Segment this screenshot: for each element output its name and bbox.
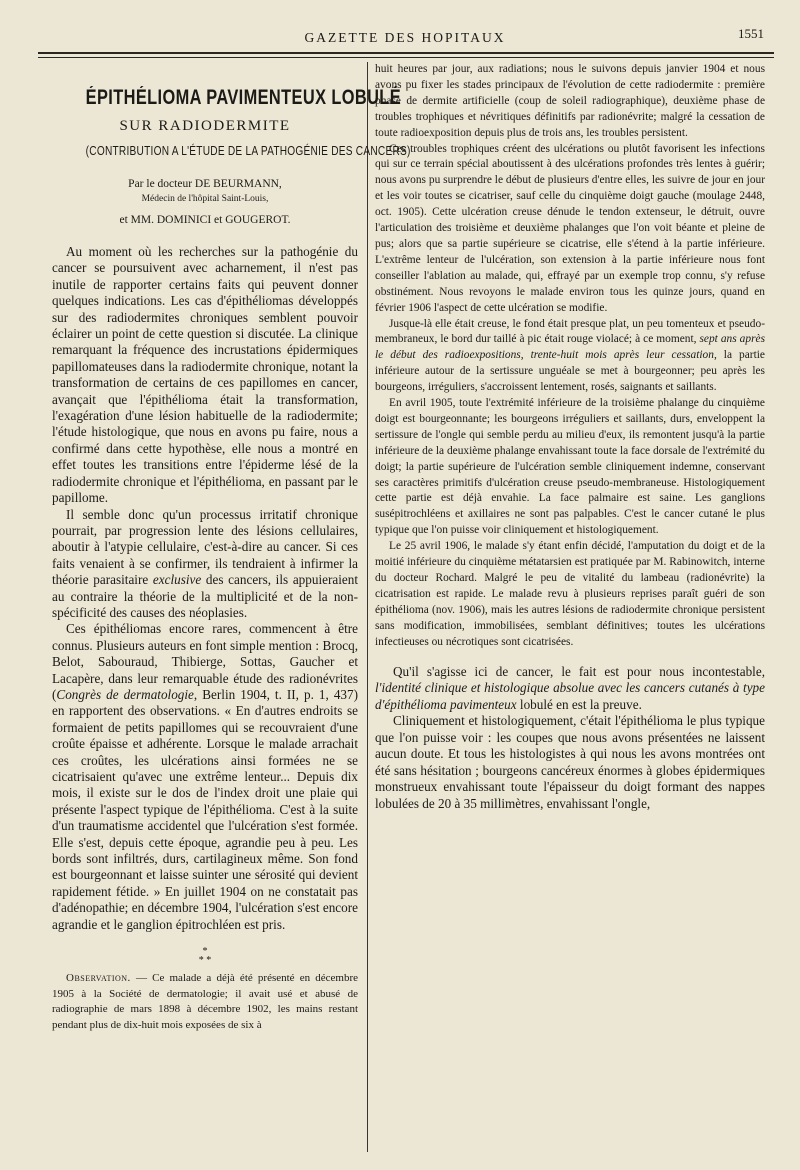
right-lower-body	[375, 664, 765, 813]
paragraph: Qu'il s'agisse ici de cancer, le fait est pour nous incontestable, l'identité clinique et histologique absolue avec les cancers cutanés à type d'épithélioma pavimenteux lobulé en est la preuve.	[375, 663, 765, 712]
page-number: 1551	[738, 26, 764, 41]
paragraph: Observation. — Ce malade a déjà été présenté en décembre 1905 à la Société de dermatologie; il avait usé et abusé de radiographie de mars 1898 à décembre 1902, les mains restant pendant plus de dix-huit mois exposées de six à	[52, 972, 358, 1031]
paragraph: Il semble donc qu'un processus irritatif chronique pourrait, par progression lente des lésions cellulaires, aboutir à l'atypie cellulaire, c'est-à-dire au cancer. Si ces faits venaient à se confirmer, ils tendraient à infirmer la théorie parasitaire exclusive des cancers, ils appuieraient au contraire la théorie de la multiplicité et de la non-spécificité des causes des néoplasies.	[52, 506, 359, 620]
emphasis: sept ans après le début des radioexpositions, trente-huit mois après leur cessation	[375, 333, 765, 362]
emphasis: Congrès de dermatologie	[56, 686, 194, 702]
coauthors-line: et MM. DOMINICI et GOUGEROT.	[119, 214, 291, 226]
header-rule	[38, 52, 774, 54]
running-title: GAZETTE DES HOPITAUX	[304, 30, 506, 45]
article-title: ÉPITHÉLIOMA PAVIMENTEUX LOBULÉ	[85, 86, 402, 109]
paragraph: Jusque-là elle était creuse, le fond était presque plat, un peu tomenteux et pseudo-membraneux, le bord dur taillé à pic était rouge violacé; à ce moment, sept ans après le début des radioexpositions, trente-huit mois après leur cessation, la partie inférieure autour de la sertissure unguéale se met à bourgeonner; peu après les bourgeons, irréguliers, s'accroissent lentement, rosés, saignants et saillants.	[375, 317, 765, 394]
column-divider	[367, 62, 368, 1152]
emphasis: l'identité clinique et histologique absolue avec les cancers cutanés à type d'épithélioma pavimenteux	[375, 680, 765, 712]
paragraph: En avril 1905, toute l'extrémité inférieure de la troisième phalange du cinquième doigt est bourgeonnante; les bourgeons irréguliers et saillants, durs, enveloppent la sertissure de l'ongle qui semble perdu au milieu d'eux, ils remontent jusqu'à la partie inférieure de la deuxième phalange envahissant toute la face dorsale de l'extrémité du doigt; la partie supérieure de l'ulcération semble cliniquement indemne, conservant ses caractères primitifs d'ulcération creuse pseudo-membraneuse. Histologiquement cette partie est déjà envahie. La face palmaire est saine. Les ganglions susépitrochléens et axillaires ne sont pas palpables. C'est le cancer cutané le plus typique que l'on puisse voir cliniquement et histologiquement.	[375, 397, 765, 537]
observation-label: Observation.	[66, 972, 131, 985]
observation-block	[52, 971, 358, 1033]
paragraph: Ces troubles trophiques créent des ulcérations ou plutôt favorisent les infections qui sur ce terrain spécial aboutissent à des ulcérations profondes très lentes à guérir; nous avons pu surprendre le début de plusieurs d'entre elles, les suivre de jour en jour et les voir toutes se cicatriser, sauf celle du cinquième doigt gauche (moulage 2448, oct. 1905). Cette ulcération creuse dénude le tendon extenseur, le détruit, ouvre l'articulation des troisième et deuxième phalanges que l'on voit béante et pleine de pus; alors que sa partie supérieure se cicatrise, elle s'étend à la partie inférieure. L'extrême lenteur de l'ulcération, son extension à la partie inférieure nous font conseiller l'ablation au malade, qui, effrayé par un exemple trop connu, s'y refuse obstinément. Nous revoyons le malade environ tous les quinze jours, quand en février 1906 l'aspect de cette ulcération se modifie.	[375, 142, 765, 314]
right-body	[375, 62, 765, 651]
paragraph: Le 25 avril 1906, le malade s'y étant enfin décidé, l'amputation du doigt et de la moitié inférieure du cinquième métatarsien est pratiquée par M. Rabinowitch, interne du docteur Rochard. Malgré le peu de vitalité du lambeau (radionévrite) la cicatrisation est rapide. Le malade revu à plusieurs reprises paraît guéri de son épithélioma (nov. 1906), mais les autres lésions de radiodermite chronique persistent sans modification, immobilisées, semblant définitives; toutes les ulcérations infectieuses ou nécrotiques sont cicatrisées.	[375, 540, 765, 648]
article-contribution: (CONTRIBUTION A L'ÉTUDE DE LA PATHOGÉNIE DES CANCERS)	[85, 143, 411, 158]
emphasis: exclusive	[152, 572, 202, 588]
paragraph: Ces épithéliomas encore rares, commencent à être connus. Plusieurs auteurs en font simple mention : Brocq, Belot, Sabouraud, Thibierge, Sottas, Gaucher et Lacapère, dans leur remarquable étude des radionévrites (Congrès de dermatologie, Berlin 1904, t. II, p. 1, 437) en rapportent des observations. « En d'autres endroits se formaient de petits papillomes qui se recouvraient d'une croûte épaisse et adhérente. Lorsque le malade arrachait ces croûtes, les ulcérations ainsi formées ne se cicatrisaient qu'avec une extrême lenteur... Depuis dix mois, il existe sur le dos de l'index droit une plaie qui présente l'aspect typique de l'épithélioma. C'est à la suite d'un traumatisme accidentel que l'ulcération s'est formée. Elle s'est, depuis cette époque, agrandie peu à peu. Les bords sont infiltrés, durs, cartilagineux même. Son fond est bourgeonnant et laisse suinter une sérosité qui devient rapidement fétide. » En juillet 1904 on ne constatait pas d'adénopathie; en décembre 1904, l'ulcération s'est encore agrandie et le ganglion épitrochléen est pris.	[52, 621, 358, 932]
section-separator: * * *	[198, 946, 212, 967]
left-body	[52, 244, 358, 933]
paragraph: huit heures par jour, aux radiations; nous le suivons depuis janvier 1904 et nous avons pu fixer les stades principaux de l'évolution de cette radiodermite : première phase de dermite artificielle (coup de soleil radiographique), deuxième phase de troubles trophiques et névritiques définitifs par radionévrite; malgré la cessation de toute radioexposition depuis plus de trois ans, les troubles persistent.	[375, 63, 765, 139]
header-rule-thin	[38, 57, 774, 58]
page-header	[40, 22, 770, 52]
author-affiliation: Médecin de l'hôpital Saint-Louis,	[141, 194, 269, 204]
paragraph: Au moment où les recherches sur la pathogénie du cancer se poursuivent avec acharnement, il n'est pas inutile de rapporter certains faits qui peuvent donner quelques indications. Les cas d'épithéliomas développés sur des radiodermites chroniques semblent pouvoir éclairer un point de cette question si discutée. La clinique remarquant la fréquence des incrustations épidermiques papillomateuses dans la radiodermite chronique, notant la transformation de certains de ces papillomes en cancer, avançait que l'épithélioma était la transformation, l'exagération d'une lésion habituelle de la radiodermite; l'étude histologique, que nous en avons pu faire, nous a confirmé dans cette hypothèse, elle nous a montré en effet toutes les transitions entre l'épiderme lésé de la radiodermite chronique et l'épithélioma, en passant par le papillome.	[52, 244, 358, 506]
author-line: Par le docteur DE BEURMANN,	[128, 178, 282, 190]
paragraph: Cliniquement et histologiquement, c'était l'épithélioma le plus typique que l'on puisse voir : les coupes que nous avons présentées ne laissent aucun doute. Et tous les histologistes à qui nous les avons montrées ont été sans hésitation ; bourgeons cancéreux énormes à globes épidermiques monstrueux envahissant toute l'épaisseur du doigt formant des nappes lobulées de 20 à 35 millimètres, envahissant l'ongle,	[375, 713, 765, 811]
article-subtitle: SUR RADIODERMITE	[119, 118, 291, 134]
left-column	[52, 62, 411, 1033]
right-column	[375, 62, 765, 812]
